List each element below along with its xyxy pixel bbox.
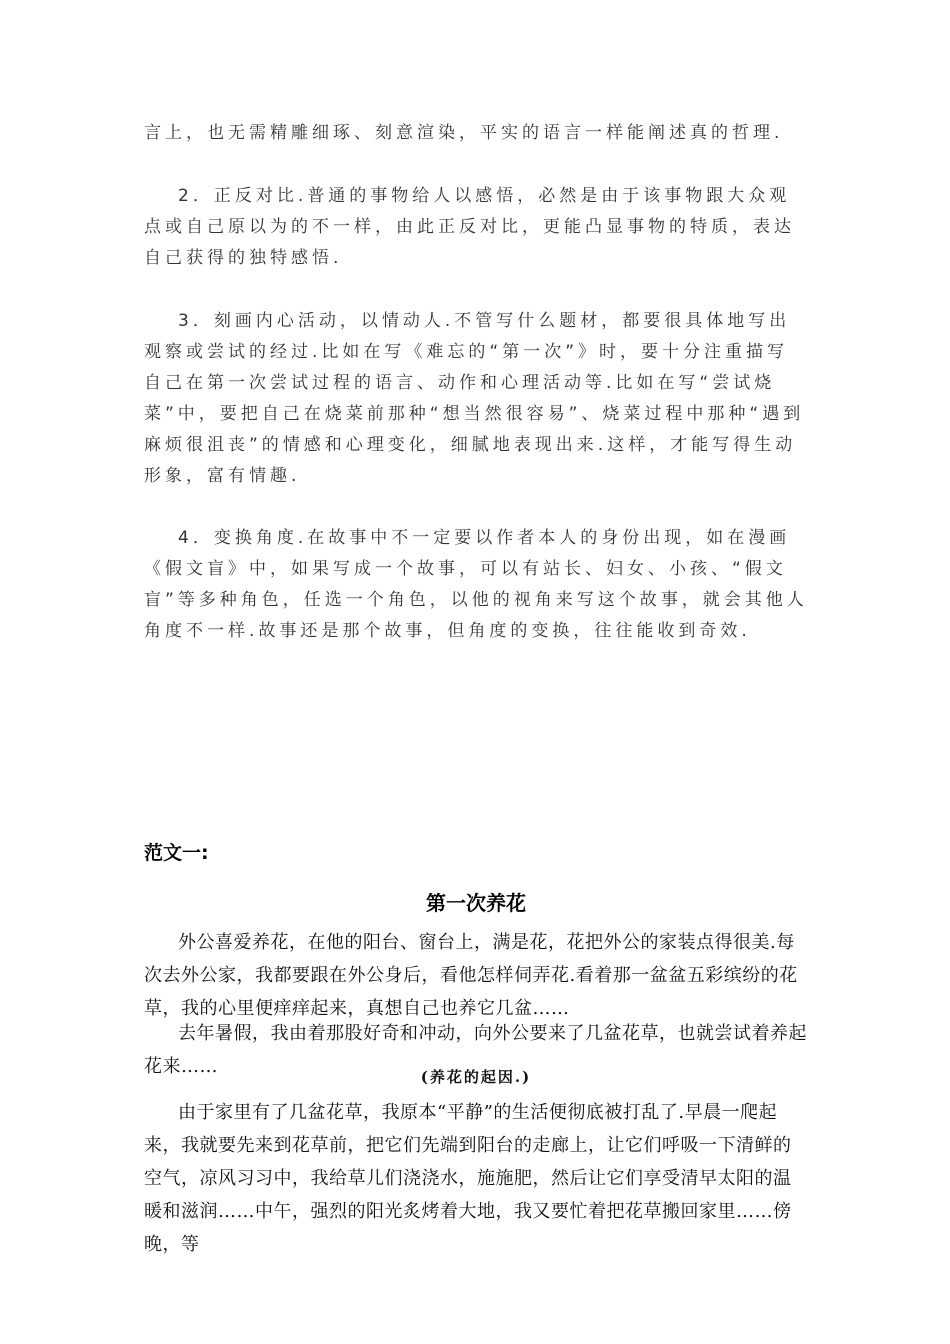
paragraph-continuation: 言上，也无需精雕细琢、刻意渲染，平实的语言一样能阐述真的哲理. bbox=[144, 123, 784, 143]
sample-paragraph-2: 去年暑假，我由着那股好奇和冲动，向外公要来了几盆花草，也就尝试着养起花来…… bbox=[144, 1023, 807, 1077]
paragraph-point-2: 2．正反对比.普通的事物给人以感悟，必然是由于该事物跟大众观点或自己原以为的不一样，由此正反对比，更能凸显事物的特质，表达自己获得的独特感悟. bbox=[144, 186, 795, 268]
sample-heading: 范文一: bbox=[144, 842, 209, 864]
paragraph-point-4: 4．变换角度.在故事中不一定要以作者本人的身份出现，如在漫画《假文盲》中，如果写成一个故事，可以有站长、妇女、小孩、“假文盲”等多种角色，任选一个角色，以他的视角来写这个故事，就会其他人角度不一样.故事还是那个故事，但角度的变换，往往能收到奇效. bbox=[144, 528, 808, 641]
sample-paragraph-1: 外公喜爱养花，在他的阳台、窗台上，满是花，花把外公的家装点得很美.每次去外公家，我都要跟在外公身后，看他怎样伺弄花.看着那一盆盆五彩缤纷的花草，我的心里便痒痒起来，真想自己也养它几盆…… bbox=[144, 932, 798, 1019]
paragraph-point-3: 3．刻画内心活动，以情动人.不管写什么题材，都要很具体地写出观察或尝试的经过.比如在写《难忘的“第一次”》时，要十分注重描写自己在第一次尝试过程的语言、动作和心理活动等.比如在写“尝试烧菜”中，要把自己在烧菜前那种“想当然很容易”、烧菜过程中那种“遇到麻烦很沮丧”的情感和心理变化，细腻地表现出来.这样，才能写得生动形象，富有情趣. bbox=[144, 311, 805, 486]
sample-paragraph-3: 由于家里有了几盆花草，我原本“平静”的生活便彻底被打乱了.早晨一爬起来，我就要先来到花草前，把它们先端到阳台的走廊上，让它们呼吸一下清鲜的空气，凉风习习中，我给草儿们浇浇水，施施肥，然后让它们享受清早太阳的温暖和滋润……中午，强烈的阳光炙烤着大地，我又要忙着把花草搬回家里……傍晚，等 bbox=[144, 1102, 792, 1255]
sample-annotation: (养花的起因.) bbox=[420, 1068, 532, 1086]
sample-title: 第一次养花 bbox=[426, 891, 526, 915]
